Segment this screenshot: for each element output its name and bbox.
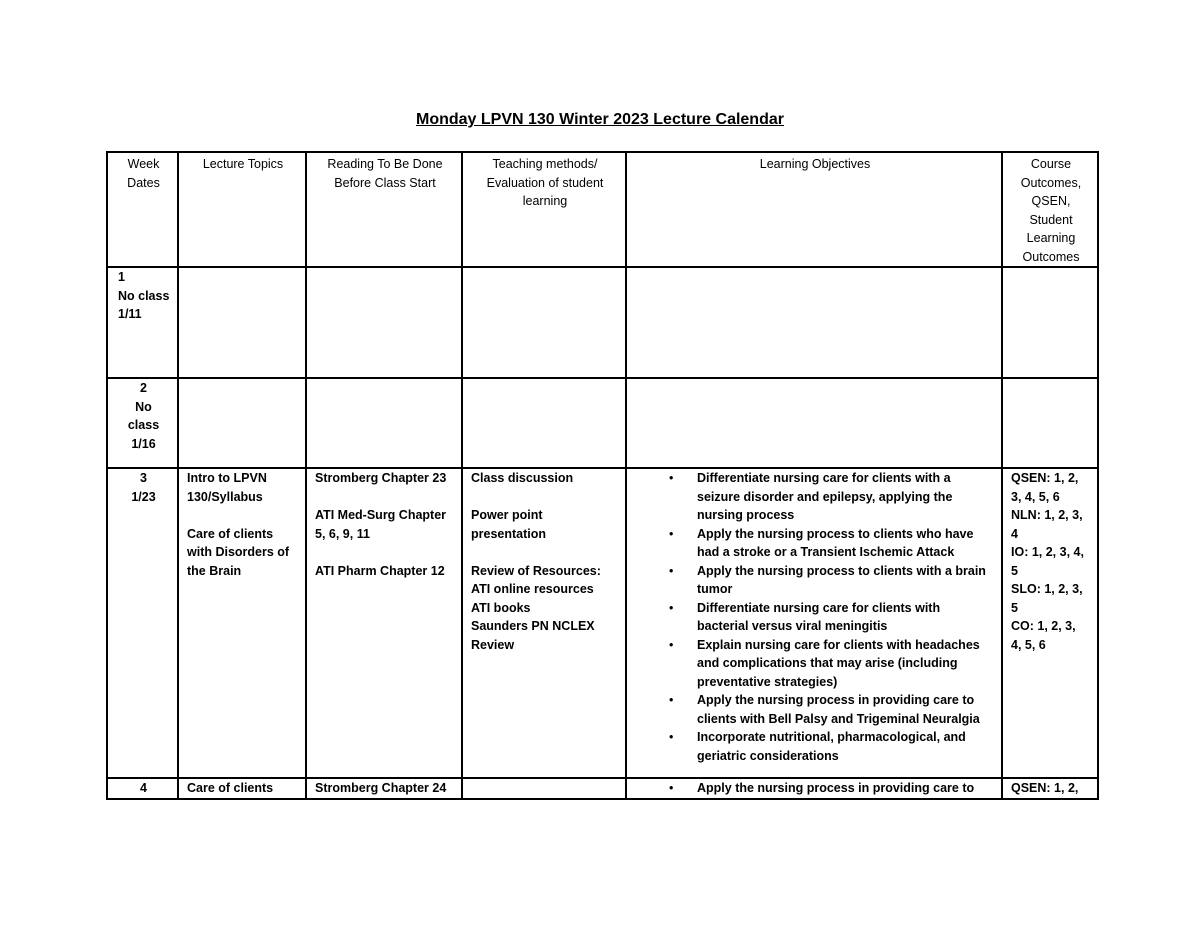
methods-cell xyxy=(462,378,626,468)
cell-text-line: class xyxy=(127,418,160,432)
cell-text-line: QSEN: 1, 2, xyxy=(1011,781,1079,795)
cell-text-line: QSEN, xyxy=(1031,194,1071,208)
objectives-cell xyxy=(626,468,1002,778)
reading-cell xyxy=(306,468,462,778)
cell-text-line: 5 xyxy=(1011,563,1018,578)
cell-text-line: Review of Resources: xyxy=(471,563,601,578)
cell-text-line: Week xyxy=(127,157,160,171)
table-row xyxy=(107,778,1098,799)
list-item-text: • Apply the nursing process to clients with a brain xyxy=(697,563,986,578)
methods-cell xyxy=(462,468,626,778)
cell-text-line: Outcomes, xyxy=(1020,175,1082,190)
list-item-text: • Differentiate nursing care for clients with xyxy=(697,600,941,615)
list-item xyxy=(697,636,995,692)
cell-text-line: 1 xyxy=(118,270,125,284)
list-item-text: • Apply the nursing process in providing care to xyxy=(697,693,975,707)
cell-text-line: Outcomes xyxy=(1022,249,1080,264)
cell-text-line: 1/11 xyxy=(118,307,142,321)
header-teaching-methods xyxy=(462,152,626,267)
topics-cell xyxy=(178,468,306,778)
cell-text-line: Before Class Start xyxy=(334,175,436,190)
header-week-dates xyxy=(107,152,178,267)
week-cell xyxy=(107,468,178,778)
header-row xyxy=(107,152,1098,267)
list-item xyxy=(697,525,995,562)
list-item-text: • Incorporate nutritional, pharmacological, and xyxy=(697,730,966,744)
week-cell xyxy=(107,267,178,378)
cell-text-line: 1/16 xyxy=(131,436,156,451)
cell-text-line: Stromberg Chapter 23 xyxy=(315,471,447,485)
cell-text-line: Lecture Topics xyxy=(202,157,284,171)
list-item-text: nursing process xyxy=(697,508,795,522)
cell-text-line: 3, 4, 5, 6 xyxy=(1011,489,1060,504)
cell-text-line: ATI Pharm Chapter 12 xyxy=(315,563,445,578)
cell-text-line: CO: 1, 2, 3, xyxy=(1011,619,1076,633)
list-item xyxy=(697,728,995,765)
table-row xyxy=(107,267,1098,378)
list-item-text: and complications that may arise (including xyxy=(697,656,958,670)
cell-text-line: Review xyxy=(471,637,515,652)
list-item-text: geriatric considerations xyxy=(697,748,839,763)
cell-text-line: SLO: 1, 2, 3, xyxy=(1011,582,1083,596)
cell-text-line: presentation xyxy=(471,526,547,541)
cell-text-line xyxy=(315,543,455,562)
list-item-text: • Explain nursing care for clients with headaches xyxy=(697,637,980,652)
learning-objectives-list xyxy=(635,469,995,765)
cell-text-line xyxy=(471,543,619,562)
cell-text-line: Stromberg Chapter 24 xyxy=(315,781,447,795)
cell-text-line: Intro to LPVN xyxy=(187,471,267,485)
cell-text-line: 4 xyxy=(140,781,147,795)
cell-text-line xyxy=(315,488,455,507)
cell-text-line: 4 xyxy=(1011,526,1018,541)
cell-text-line: ATI books xyxy=(471,600,531,615)
list-item xyxy=(697,779,995,798)
cell-text-line: 2 xyxy=(140,381,147,395)
cell-text-line: 3 xyxy=(140,471,147,485)
cell-text-line: the Brain xyxy=(187,563,242,578)
outcomes-cell xyxy=(1002,267,1098,378)
cell-text-line: Student xyxy=(1029,212,1073,227)
header-lecture-topics xyxy=(178,152,306,267)
list-item-text: • Apply the nursing process to clients who have xyxy=(697,526,974,541)
list-item-text: had a stroke or a Transient Ischemic Attack xyxy=(697,545,955,559)
cell-text-line: NLN: 1, 2, 3, xyxy=(1011,508,1083,522)
topics-cell xyxy=(178,778,306,799)
cell-text-line: 130/Syllabus xyxy=(187,489,263,504)
outcomes-cell xyxy=(1002,378,1098,468)
topics-cell xyxy=(178,267,306,378)
week-cell xyxy=(107,778,178,799)
list-item-text: preventative strategies) xyxy=(697,674,838,689)
cell-text-line: with Disorders of xyxy=(187,545,290,559)
learning-objectives-list xyxy=(635,779,995,798)
list-item-text: seizure disorder and epilepsy, applying the xyxy=(697,489,953,504)
page-title: Monday LPVN 130 Winter 2023 Lecture Calendar xyxy=(416,111,784,128)
cell-text-line: 5 xyxy=(1011,600,1018,615)
outcomes-cell xyxy=(1002,778,1098,799)
cell-text-line: Class discussion xyxy=(471,471,574,485)
cell-text-line: learning xyxy=(522,194,568,208)
list-item-text: • Apply the nursing process in providing care to xyxy=(697,781,975,795)
list-item xyxy=(697,691,995,728)
cell-text-line: No class xyxy=(118,288,170,303)
cell-text-line xyxy=(471,488,619,507)
cell-text-line: Reading To Be Done xyxy=(327,157,443,171)
cell-text-line: Power point xyxy=(471,508,543,522)
cell-text-line: 5, 6, 9, 11 xyxy=(315,526,370,541)
cell-text-line: No xyxy=(135,399,152,414)
cell-text-line xyxy=(187,506,299,525)
cell-text-line: Care of clients xyxy=(187,781,274,795)
header-course-outcomes xyxy=(1002,152,1098,267)
list-item xyxy=(697,599,995,636)
header-reading xyxy=(306,152,462,267)
list-item-text: • Differentiate nursing care for clients with a xyxy=(697,471,951,485)
table-row xyxy=(107,468,1098,778)
list-item-text: clients with Bell Palsy and Trigeminal Neuralgia xyxy=(697,711,980,726)
cell-text-line: ATI online resources xyxy=(471,582,594,596)
cell-text-line: Teaching methods/ xyxy=(492,157,598,171)
table-row xyxy=(107,378,1098,468)
methods-cell xyxy=(462,778,626,799)
week-cell xyxy=(107,378,178,468)
lecture-calendar-table xyxy=(106,151,1099,800)
cell-text-line: Dates xyxy=(127,175,160,190)
header-learning-objectives xyxy=(626,152,1002,267)
outcomes-cell xyxy=(1002,468,1098,778)
cell-text-line: Care of clients xyxy=(187,526,274,541)
reading-cell xyxy=(306,267,462,378)
cell-text-line: 1/23 xyxy=(131,489,156,504)
cell-text-line: ATI Med-Surg Chapter xyxy=(315,508,447,522)
cell-text-line: Learning Objectives xyxy=(759,157,871,171)
cell-text-line: Course xyxy=(1030,157,1072,171)
list-item xyxy=(697,562,995,599)
objectives-cell xyxy=(626,267,1002,378)
cell-text-line: 4, 5, 6 xyxy=(1011,637,1046,652)
cell-text-line: QSEN: 1, 2, xyxy=(1011,471,1079,485)
cell-text-line: Evaluation of student xyxy=(486,175,604,190)
reading-cell xyxy=(306,778,462,799)
cell-text-line: Learning xyxy=(1026,231,1076,245)
list-item xyxy=(697,469,995,525)
list-item-text: bacterial versus viral meningitis xyxy=(697,619,888,633)
methods-cell xyxy=(462,267,626,378)
list-item-text: tumor xyxy=(697,582,733,596)
objectives-cell xyxy=(626,378,1002,468)
reading-cell xyxy=(306,378,462,468)
topics-cell xyxy=(178,378,306,468)
objectives-cell xyxy=(626,778,1002,799)
cell-text-line: Saunders PN NCLEX xyxy=(471,619,595,633)
cell-text-line: IO: 1, 2, 3, 4, xyxy=(1011,545,1084,559)
